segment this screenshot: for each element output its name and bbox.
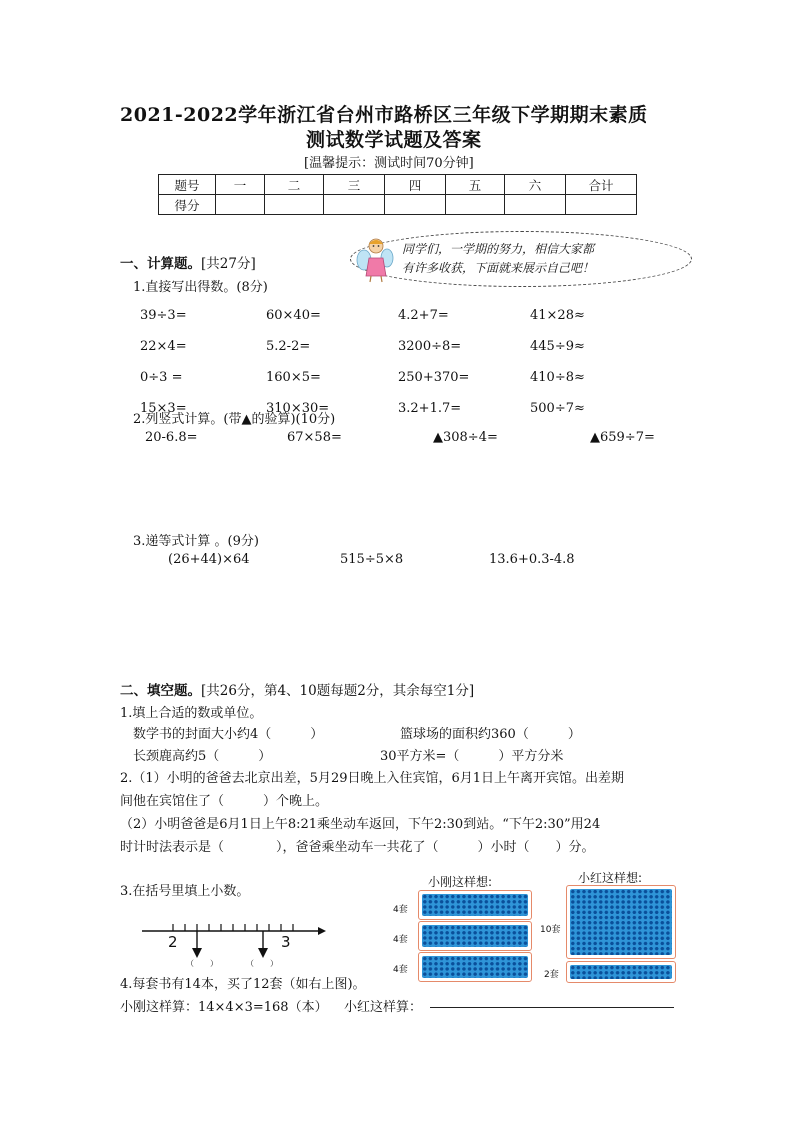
- title-line1: 2021-2022学年浙江省台州市路桥区三年级下学期期末素质: [120, 104, 648, 126]
- xiaogang-group-1: [418, 890, 532, 920]
- q1-item: 500÷7≈: [530, 401, 585, 416]
- q1-item: 310×30=: [266, 401, 330, 416]
- xiaohong-answer-line[interactable]: [430, 1007, 674, 1008]
- q3-item: (26+44)×64: [168, 552, 250, 567]
- title-line2: 测试数学试题及答案: [306, 129, 482, 151]
- s2-q1-b: 篮球场的面积约360（ ）: [400, 727, 581, 742]
- xiaogang-tag-1: 4套: [393, 905, 408, 915]
- q1-item: 445÷9≈: [530, 339, 585, 354]
- q1-label: 1.直接写出得数。(8分): [133, 280, 268, 295]
- bubble-line1: 同学们，一学期的努力，相信大家都: [402, 242, 595, 256]
- xiaogang-group-2: [418, 921, 532, 951]
- xiaogang-figure-title: 小刚这样想:: [428, 875, 493, 889]
- section1-title: 一、计算题。: [120, 256, 201, 272]
- q2-item: 67×58=: [287, 430, 342, 445]
- score-table: [158, 174, 637, 215]
- score-input-cell[interactable]: [265, 195, 324, 215]
- score-input-cell[interactable]: [385, 195, 446, 215]
- section1-points: [共27分]: [201, 256, 256, 272]
- s2-q1-d: 30平方米=（ ）平方分米: [380, 749, 564, 764]
- s2-q1-c: 长颈鹿高约5（ ）: [133, 749, 272, 764]
- q1-item: 250+370=: [398, 370, 470, 385]
- score-table-score-row: [159, 195, 637, 215]
- score-cell: 四: [385, 175, 446, 195]
- answer-blank-1[interactable]: （ ）: [186, 959, 218, 968]
- q1-item: 22×4=: [140, 339, 187, 354]
- score-input-cell[interactable]: [566, 195, 637, 215]
- section1-heading: [120, 252, 256, 272]
- q2-item: 20-6.8=: [145, 430, 198, 445]
- xiaogang-tag-3: 4套: [393, 965, 408, 975]
- time-hint: [温馨提示：测试时间70分钟]: [304, 156, 474, 171]
- q1-item: 160×5=: [266, 370, 321, 385]
- section2-title: 二、填空题。: [120, 683, 201, 699]
- s2-q2-p1-line2: 间他在宾馆住了（ ）个晚上。: [120, 794, 329, 809]
- arrow-marker-2-head: [258, 948, 268, 958]
- q1-item: 5.2-2=: [266, 339, 311, 354]
- bubble-text: [402, 240, 594, 278]
- xiaohong-calc-label: 小红这样算：: [344, 1000, 423, 1015]
- q1-item: 60×40=: [266, 308, 321, 323]
- number-line-start: 2: [168, 933, 178, 951]
- score-input-cell[interactable]: [505, 195, 566, 215]
- xiaohong-figure-title: 小红这样想:: [578, 871, 643, 885]
- score-cell: 题号: [159, 175, 216, 195]
- q1-item: 410÷8≈: [530, 370, 585, 385]
- score-table-header-row: [159, 175, 637, 195]
- q1-item: 4.2+7=: [398, 308, 449, 323]
- xiaohong-tag-2: 2套: [544, 970, 559, 980]
- q1-item: 3200÷8=: [398, 339, 462, 354]
- xiaogang-group-3: [418, 952, 532, 982]
- section2-points: [共26分，第4、10题每题2分，其余每空1分]: [201, 683, 475, 699]
- number-line-end: 3: [281, 933, 291, 951]
- q3-label: 3.递等式计算 。(9分): [133, 534, 259, 549]
- fairy-icon: [356, 236, 394, 284]
- q2-label: 2.列竖式计算。(带▲的验算)(10分): [133, 412, 336, 427]
- arrow-marker-1-head: [192, 948, 202, 958]
- s2-q1-label: 1.填上合适的数或单位。: [120, 706, 263, 721]
- score-cell: 二: [265, 175, 324, 195]
- section2-heading: [120, 679, 474, 699]
- score-input-cell[interactable]: [324, 195, 385, 215]
- s2-q1-a: 数学书的封面大小约4（ ）: [133, 727, 324, 742]
- score-cell: 六: [505, 175, 566, 195]
- score-cell: 得分: [159, 195, 216, 215]
- number-line-arrowhead: [318, 927, 326, 935]
- q2-item: ▲659÷7=: [590, 430, 655, 445]
- score-input-cell[interactable]: [446, 195, 505, 215]
- q2-item: ▲308÷4=: [433, 430, 498, 445]
- q1-item: 0÷3 =: [140, 370, 183, 385]
- xiaogang-calc: 小刚这样算：14×4×3=168（本）: [120, 1000, 328, 1015]
- s2-q3-label: 3.在括号里填上小数。: [120, 884, 250, 899]
- q1-item: 15×3=: [140, 401, 187, 416]
- q1-item: 3.2+1.7=: [398, 401, 462, 416]
- xiaogang-tag-2: 4套: [393, 935, 408, 945]
- score-cell: 三: [324, 175, 385, 195]
- score-cell: 五: [446, 175, 505, 195]
- q1-item: 41×28≈: [530, 308, 585, 323]
- bubble-line2: 有许多收获，下面就来展示自己吧！: [402, 261, 595, 275]
- score-input-cell[interactable]: [216, 195, 265, 215]
- s2-q2-p1-line1: 2.（1）小明的爸爸去北京出差，5月29日晚上入住宾馆，6月1日上午离开宾馆。出差期: [120, 771, 625, 786]
- score-cell: 一: [216, 175, 265, 195]
- number-line-ticks: [173, 924, 293, 931]
- xiaohong-group-10: [566, 885, 676, 959]
- q3-item: 13.6+0.3-4.8: [489, 552, 575, 567]
- q1-item: 39÷3=: [140, 308, 187, 323]
- s2-q4-label: 4.每套书有14本，买了12套（如右上图)。: [120, 977, 366, 992]
- score-cell: 合计: [566, 175, 637, 195]
- xiaohong-group-2: [566, 961, 676, 983]
- s2-q2-p2-line2: 时计时法表示是（ ），爸爸乘坐动车一共花了（ ）小时（ ）分。: [120, 840, 595, 855]
- q3-item: 515÷5×8: [340, 552, 404, 567]
- answer-blank-2[interactable]: （ ）: [246, 959, 278, 968]
- xiaohong-tag-1: 10套: [540, 925, 561, 935]
- s2-q2-p2-line1: （2）小明爸爸是6月1日上午8:21乘坐动车返回，下午2:30到站。“下午2:30”用24: [120, 817, 601, 832]
